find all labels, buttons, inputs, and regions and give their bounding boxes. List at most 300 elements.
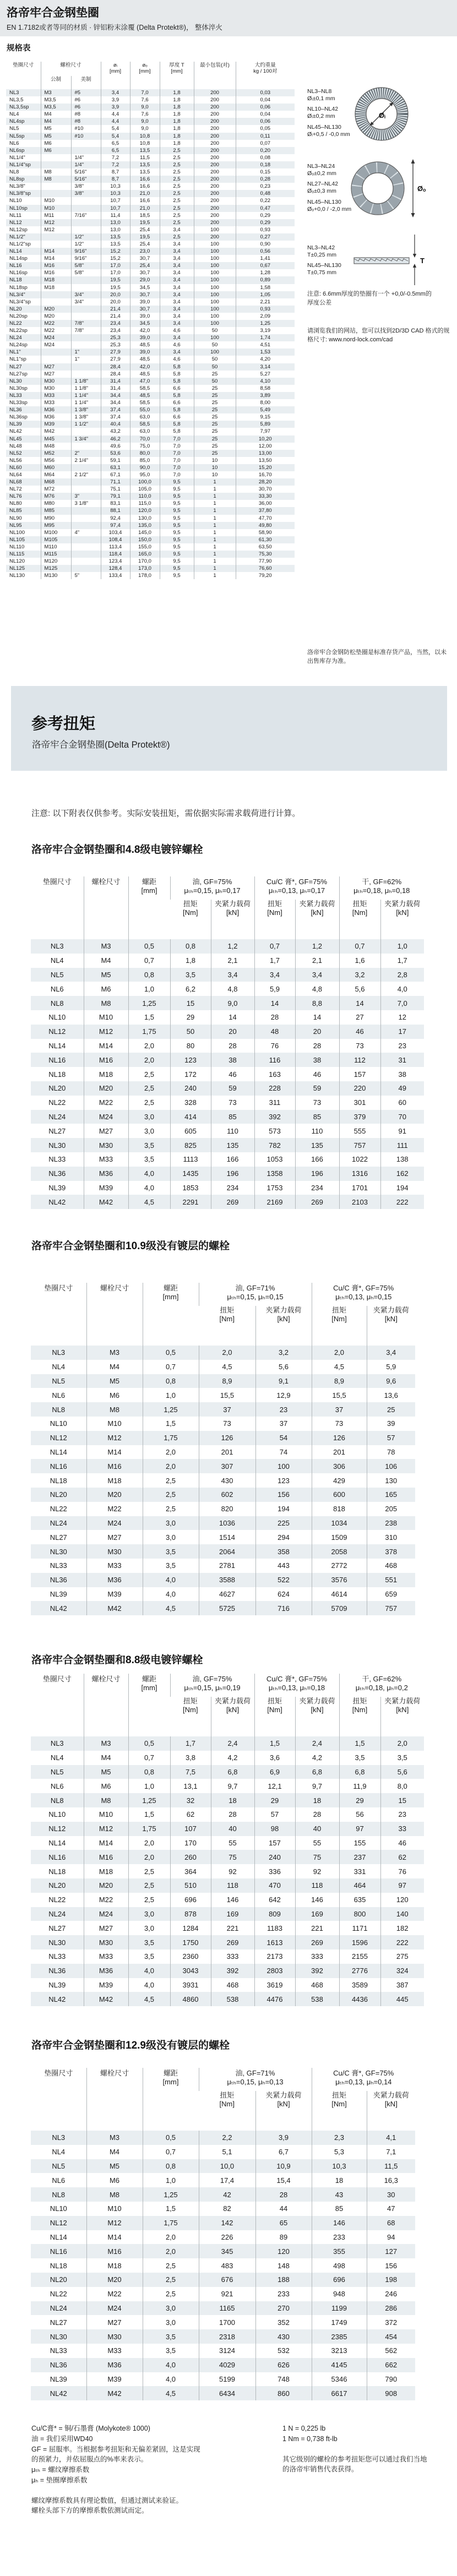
torque-cell: 146 [211, 1893, 254, 1907]
footnote-line: 螺栓头部下方的摩擦系数依测试而定。 [31, 2507, 149, 2515]
tolerance-range: NL27–NL42 [307, 181, 339, 188]
spec-cell: 28,20 [236, 478, 295, 486]
spec-cell: 178,0 [130, 572, 160, 579]
torque-cell: NL3 [50, 942, 64, 951]
spec-cell: 0,22 [236, 197, 295, 204]
lubrication-group-header [339, 876, 424, 900]
torque-cell: 392 [295, 1964, 339, 1978]
torque-cell: 310 [367, 1530, 415, 1544]
torque-cell: 14 [254, 996, 295, 1010]
torque-table-header [31, 2068, 415, 2131]
torque-cell: 2,4 [295, 1736, 339, 1751]
spec-cell: 3,9 [101, 96, 130, 104]
spec-cell: 3,4 [160, 320, 194, 327]
torque-col-clamp: 夹紧力载荷 [kN] [255, 1306, 312, 1346]
washer-top-view-icon [351, 84, 412, 144]
torque-table-body [31, 1346, 415, 1615]
torque-cell: 4,0 [143, 2372, 199, 2387]
spec-cell: 42,0 [130, 363, 160, 371]
torque-cell: 1171 [339, 1921, 380, 1935]
torque-cell: NL20 [50, 2275, 67, 2284]
torque-cell: 10,3 [312, 2159, 367, 2174]
torque-cell: 73 [312, 1417, 367, 1431]
spec-cell [71, 140, 101, 147]
torque-cell: 301 [339, 1096, 380, 1110]
stock-note: 洛帝牢合金钢防松垫圈是标准存货产品，当然，以未出售库存为准。 [307, 649, 447, 665]
spec-cell: 43,2 [101, 428, 130, 435]
spec-cell: 1/2" [71, 241, 101, 248]
spec-cell [71, 226, 101, 233]
spec-cell: M42 [41, 428, 71, 435]
torque-cell: 860 [255, 2386, 312, 2400]
spec-cell: NL11 [9, 212, 22, 219]
torque-cell: 157 [339, 1067, 380, 1081]
torque-cell: NL6 [52, 2176, 66, 2185]
spec-cell: 2,5 [160, 219, 194, 226]
torque-cell: 73 [295, 1096, 339, 1110]
torque-cell: 8,0 [380, 1779, 424, 1793]
spec-cell: NL110 [9, 543, 25, 550]
spec-cell: 8,00 [236, 399, 295, 406]
spec-cell: 97,4 [101, 522, 130, 529]
torque-cell: 23 [380, 1807, 424, 1822]
torque-col-bolt: 螺栓尺寸 [84, 1674, 128, 1736]
torque-cell: 948 [312, 2287, 367, 2301]
spec-cell: M24 [41, 334, 71, 341]
torque-cell: 46 [339, 1025, 380, 1039]
tolerance-range: NL45–NL130 [307, 123, 341, 130]
spec-cell: 25,4 [130, 226, 160, 233]
spec-col-bolt: 螺栓尺寸 [41, 62, 101, 76]
spec-row [6, 133, 295, 140]
spec-cell: NL27 [9, 363, 22, 370]
torque-row [31, 1949, 424, 1964]
spec-cell: 200 [194, 111, 236, 118]
torque-cell: 8,9 [312, 1374, 367, 1388]
torque-cell: 333 [295, 1949, 339, 1964]
spec-cell: 95,0 [130, 471, 160, 478]
torque-cell: 130 [367, 1473, 415, 1488]
group-friction: μₜₕ=0,15, μₕ=0,17 [184, 886, 241, 895]
spec-cell: 28,4 [101, 371, 130, 378]
torque-cell: 2,0 [128, 1039, 170, 1053]
torque-cell: 127 [367, 2244, 415, 2258]
spec-cell: NL90 [9, 515, 22, 521]
spec-cell: 150,0 [130, 536, 160, 543]
torque-col-pitch: 螺距 [mm] [128, 876, 170, 939]
torque-row [31, 1346, 415, 1360]
spec-cell: 53,6 [101, 450, 130, 457]
torque-cell: NL22 [48, 1896, 66, 1904]
torque-section-title: 参考扭矩 [31, 715, 96, 733]
torque-cell: NL4 [50, 956, 64, 965]
spec-cell: 1,8 [160, 125, 194, 132]
spec-cell: 200 [194, 205, 236, 212]
torque-cell: 4,5 [128, 1992, 170, 2006]
torque-cell: 2,5 [143, 1488, 199, 1502]
spec-cell: 1 [194, 572, 236, 579]
torque-cell: 602 [199, 1488, 255, 1502]
torque-cell: 166 [211, 1152, 254, 1167]
spec-cell: 5,8 [160, 406, 194, 413]
torque-row [31, 1907, 424, 1921]
spec-cell: 25,3 [101, 341, 130, 348]
spec-cell: 50 [194, 327, 236, 334]
torque-cell: 38 [380, 1067, 424, 1081]
torque-row [31, 1559, 415, 1573]
torque-cell: NL27 [48, 1924, 66, 1932]
spec-cell: 47,0 [130, 378, 160, 385]
torque-cell: 3,5 [128, 1138, 170, 1152]
spec-cell: NL24 [9, 335, 22, 341]
spec-cell: 1/4" [71, 154, 101, 161]
torque-cell: 3,5 [380, 1751, 424, 1765]
spec-cell: 100 [194, 241, 236, 248]
torque-cell: 2,0 [128, 1053, 170, 1067]
torque-cell: 378 [367, 1544, 415, 1559]
spec-cell: 75,0 [130, 443, 160, 450]
torque-cell: 3,5 [170, 968, 211, 982]
torque-cell: 1514 [199, 1530, 255, 1544]
washer-cross-section-icon [344, 231, 454, 286]
spec-cell: 3,4 [160, 348, 194, 356]
torque-row [31, 1587, 415, 1602]
spec-cell: 1,74 [236, 334, 295, 341]
torque-col-pitch: 螺距 [mm] [143, 2068, 199, 2131]
torque-cell: 28 [295, 1807, 339, 1822]
spec-cell: 5,4 [101, 133, 130, 140]
spec-cell: 2,09 [236, 313, 295, 320]
torque-cell: 1,75 [128, 1025, 170, 1039]
torque-cell: 234 [295, 1181, 339, 1195]
spec-cell: NL1/4"sp [9, 161, 31, 168]
torque-cell: 2,5 [128, 1096, 170, 1110]
torque-cell: NL6 [50, 1782, 64, 1790]
spec-cell: 100 [194, 226, 236, 233]
torque-cell: 9,7 [211, 1779, 254, 1793]
torque-row [31, 1893, 424, 1907]
torque-cell: 97 [339, 1822, 380, 1836]
torque-table-12-9 [31, 2068, 415, 2400]
spec-cell: 1,8 [160, 89, 194, 96]
torque-cell: NL24 [50, 1518, 67, 1527]
spec-cell: 21,0 [130, 205, 160, 212]
spec-cell: 34,4 [101, 399, 130, 406]
torque-cell: 240 [254, 1850, 295, 1864]
spec-cell: 19,5 [130, 233, 160, 241]
spec-cell: NL6 [9, 140, 19, 146]
torque-cell: 15 [380, 1793, 424, 1807]
torque-cell: 336 [254, 1864, 295, 1878]
spec-cell: 1 [194, 486, 236, 493]
spec-cell [41, 190, 71, 197]
torque-row [31, 1025, 424, 1039]
torque-row [31, 1081, 424, 1096]
spec-cell: 9/16" [71, 255, 101, 262]
torque-cell: M3 [84, 1736, 128, 1751]
lubrication-group-header [170, 876, 254, 900]
spec-row [6, 334, 295, 341]
spec-cell: 79,1 [101, 493, 130, 500]
spec-cell: 200 [194, 125, 236, 132]
spec-cell: 46,2 [101, 435, 130, 443]
spec-cell: 200 [194, 140, 236, 147]
torque-cell: NL5 [52, 1376, 66, 1385]
torque-cell: 56 [339, 1807, 380, 1822]
spec-row [6, 241, 295, 248]
page-header [0, 0, 457, 36]
spec-cell: NL130 [9, 573, 25, 579]
spec-cell: 42,0 [130, 327, 160, 334]
torque-cell: NL14 [48, 1838, 66, 1847]
torque-cell: 62 [170, 1807, 211, 1822]
torque-cell: 73 [211, 1096, 254, 1110]
torque-cell: 3,5 [128, 1949, 170, 1964]
torque-cell: 5,6 [255, 1360, 312, 1374]
torque-row [31, 2202, 415, 2216]
spec-cell: 11,4 [101, 212, 130, 219]
spec-row [6, 306, 295, 313]
footnote-line: μₕ = 垫圈摩擦系数 [31, 2476, 88, 2484]
spec-cell: #8 [71, 118, 101, 125]
spec-cell: 25 [194, 443, 236, 450]
torque-cell: 7,5 [170, 1765, 211, 1779]
spec-cell: 1 [194, 522, 236, 529]
torque-cell: NL3 [52, 1348, 66, 1357]
spec-cell: NL3/8" [9, 183, 25, 190]
torque-row [31, 1530, 415, 1544]
spec-cell: NL14sp [9, 255, 28, 262]
torque-cell: 3,4 [254, 968, 295, 982]
torque-cell: 12 [380, 1010, 424, 1025]
spec-cell: 36,00 [236, 500, 295, 507]
spec-cell: 58,5 [130, 385, 160, 392]
torque-cell: 0,8 [143, 2159, 199, 2174]
torque-col-clamp: 夹紧力载荷 [kN] [380, 1697, 424, 1736]
spec-cell [71, 306, 101, 313]
spec-cell: 113,4 [101, 543, 130, 551]
spec-cell: NL33 [9, 392, 22, 399]
spec-cell: M4 [41, 111, 71, 118]
torque-cell: M8 [84, 1793, 128, 1807]
spec-cell: 9,5 [160, 551, 194, 558]
spec-cell: 30,7 [130, 291, 160, 298]
spec-cell: 25 [194, 371, 236, 378]
spec-row [6, 276, 295, 284]
torque-cell: 328 [170, 1096, 211, 1110]
spec-cell: 1 3/8" [71, 406, 101, 413]
torque-cell: M18 [86, 2258, 143, 2273]
spec-cell: NL3/8"sp [9, 190, 31, 197]
spec-cell: 20,0 [101, 298, 130, 306]
spec-cell: M30 [41, 378, 71, 385]
torque-cell: 55 [211, 1836, 254, 1850]
spec-cell: 77,90 [236, 558, 295, 565]
spec-cell: 2,5 [160, 197, 194, 204]
spec-cell: 29,0 [130, 276, 160, 284]
spec-cell: 200 [194, 197, 236, 204]
tolerance-value: Øₒ+0,0 / -2,0 mm [307, 205, 352, 213]
spec-row [6, 392, 295, 399]
torque-cell: M27 [86, 1530, 143, 1544]
spec-cell: 1,8 [160, 111, 194, 118]
torque-row [31, 1935, 424, 1949]
torque-cell: 1596 [339, 1935, 380, 1949]
torque-section-header [11, 686, 447, 771]
torque-cell: 9,7 [295, 1779, 339, 1793]
spec-row [6, 219, 295, 226]
torque-cell: 2,0 [128, 1836, 170, 1850]
torque-cell: NL10 [48, 1013, 66, 1022]
torque-cell: 2360 [170, 1949, 211, 1964]
spec-cell: 7,0 [160, 457, 194, 464]
spec-cell: 1 1/8" [71, 378, 101, 385]
torque-cell: 269 [211, 1935, 254, 1949]
spec-cell: 130,0 [130, 515, 160, 522]
spec-cell: M45 [41, 435, 71, 443]
spec-cell: 27,9 [101, 348, 130, 356]
torque-cell: 1165 [199, 2301, 255, 2316]
torque-cell: 626 [255, 2358, 312, 2372]
torque-cell: 170 [170, 1836, 211, 1850]
torque-cell: NL8 [52, 1405, 66, 1414]
spec-row [6, 486, 295, 493]
torque-cell: 3931 [170, 1978, 211, 1992]
torque-cell: 28 [211, 1807, 254, 1822]
torque-cell: 324 [380, 1964, 424, 1978]
torque-row [31, 1110, 424, 1124]
torque-cell: 5199 [199, 2372, 255, 2387]
spec-cell: 0,06 [236, 118, 295, 125]
spec-cell: #6 [71, 104, 101, 111]
tolerance-item [307, 181, 351, 195]
torque-cell: 269 [211, 1195, 254, 1209]
spec-table-body [6, 89, 295, 579]
footnote-line: 螺纹摩擦系数具有理论数值，但通过测试来验证。 [31, 2496, 183, 2504]
torque-cell: M24 [84, 1907, 128, 1921]
torque-cell: 7,0 [380, 996, 424, 1010]
spec-cell: 100 [194, 262, 236, 269]
spec-cell: 100 [194, 248, 236, 255]
group-condition: Cu/C 膏*, GF=75% [266, 1675, 328, 1683]
torque-cell: 6,7 [255, 2145, 312, 2159]
spec-cell: 6,6 [160, 413, 194, 421]
torque-cell: 50 [170, 1025, 211, 1039]
torque-cell: 15 [170, 996, 211, 1010]
torque-cell: 48 [254, 1025, 295, 1039]
spec-cell: 7,0 [160, 450, 194, 457]
torque-cell: 120 [255, 2244, 312, 2258]
spec-cell: 5,89 [236, 421, 295, 428]
torque-cell: 1,5 [143, 2202, 199, 2216]
torque-row [31, 2244, 415, 2258]
tolerance-block-outer [307, 163, 351, 216]
spec-row [6, 161, 295, 168]
torque-cell: 3,0 [143, 1530, 199, 1544]
spec-cell: 1 [194, 507, 236, 514]
spec-cell: NL3/4" [9, 291, 25, 298]
torque-cell: 0,7 [128, 1751, 170, 1765]
spec-cell: 4,4 [101, 118, 130, 125]
spec-cell: 9,5 [160, 500, 194, 507]
spec-cell: 9,5 [160, 486, 194, 493]
spec-cell: M64 [41, 471, 71, 478]
torque-cell: NL22 [50, 2290, 67, 2299]
spec-cell: 19,5 [101, 284, 130, 291]
torque-row [31, 1388, 415, 1402]
spec-cell [71, 371, 101, 378]
torque-cell: NL12 [50, 2219, 67, 2228]
spec-cell: 200 [194, 133, 236, 140]
spec-cell: #8 [71, 111, 101, 118]
torque-row [31, 939, 424, 954]
torque-cell: 3,2 [339, 968, 380, 982]
torque-cell: M24 [86, 2301, 143, 2316]
torque-cell: 2173 [254, 1949, 295, 1964]
spec-cell: 39,0 [130, 313, 160, 320]
torque-cell: 57 [254, 1807, 295, 1822]
torque-cell: M6 [86, 1388, 143, 1402]
spec-cell: 1 [194, 493, 236, 500]
torque-cell: 3589 [339, 1978, 380, 1992]
torque-row [31, 996, 424, 1010]
torque-cell: 2103 [339, 1195, 380, 1209]
torque-cell: 4436 [339, 1992, 380, 2006]
group-condition: Cu/C 膏*, GF=75% [266, 878, 328, 886]
torque-cell: 85 [312, 2202, 367, 2216]
spec-cell: 1" [71, 348, 101, 356]
spec-cell: 3,4 [160, 291, 194, 298]
torque-cell: 306 [312, 1459, 367, 1473]
torque-cell: M3 [86, 1346, 143, 1360]
torque-cell: 3,2 [255, 1346, 312, 1360]
spec-cell: 21,4 [101, 313, 130, 320]
spec-cell: 17,0 [101, 269, 130, 276]
torque-col-bolt: 螺栓尺寸 [86, 2068, 143, 2131]
spec-cell: 3,4 [160, 241, 194, 248]
spec-cell: NL12sp [9, 226, 28, 233]
torque-row [31, 1601, 415, 1615]
torque-cell: 75 [295, 1850, 339, 1864]
torque-cell: 5,9 [254, 982, 295, 996]
torque-cell: M6 [84, 982, 128, 996]
spec-cell: #5 [71, 89, 101, 96]
torque-cell: NL33 [50, 1561, 67, 1570]
spec-cell: 200 [194, 147, 236, 154]
torque-cell: 70 [380, 1110, 424, 1124]
spec-cell: 3/4" [71, 298, 101, 306]
torque-cell: 4,2 [295, 1751, 339, 1765]
torque-row [31, 1431, 415, 1445]
spec-cell: #10 [71, 125, 101, 132]
spec-cell: 9,5 [160, 565, 194, 572]
spec-row [6, 111, 295, 118]
torque-cell: 662 [367, 2358, 415, 2372]
torque-cell: 112 [339, 1053, 380, 1067]
torque-cell: NL36 [50, 1576, 67, 1584]
torque-row [31, 2301, 415, 2316]
spec-row [6, 269, 295, 276]
torque-cell: M22 [86, 2287, 143, 2301]
torque-table-header [31, 1283, 415, 1346]
torque-row [31, 1836, 424, 1850]
spec-cell: 7/8" [71, 327, 101, 334]
torque-cell: 2,5 [143, 2287, 199, 2301]
torque-cell: 37 [312, 1402, 367, 1417]
tolerance-value: Øᵢ+0,5 / -0,0 mm [307, 130, 350, 138]
torque-cell: 14 [211, 1010, 254, 1025]
spec-row [6, 500, 295, 507]
